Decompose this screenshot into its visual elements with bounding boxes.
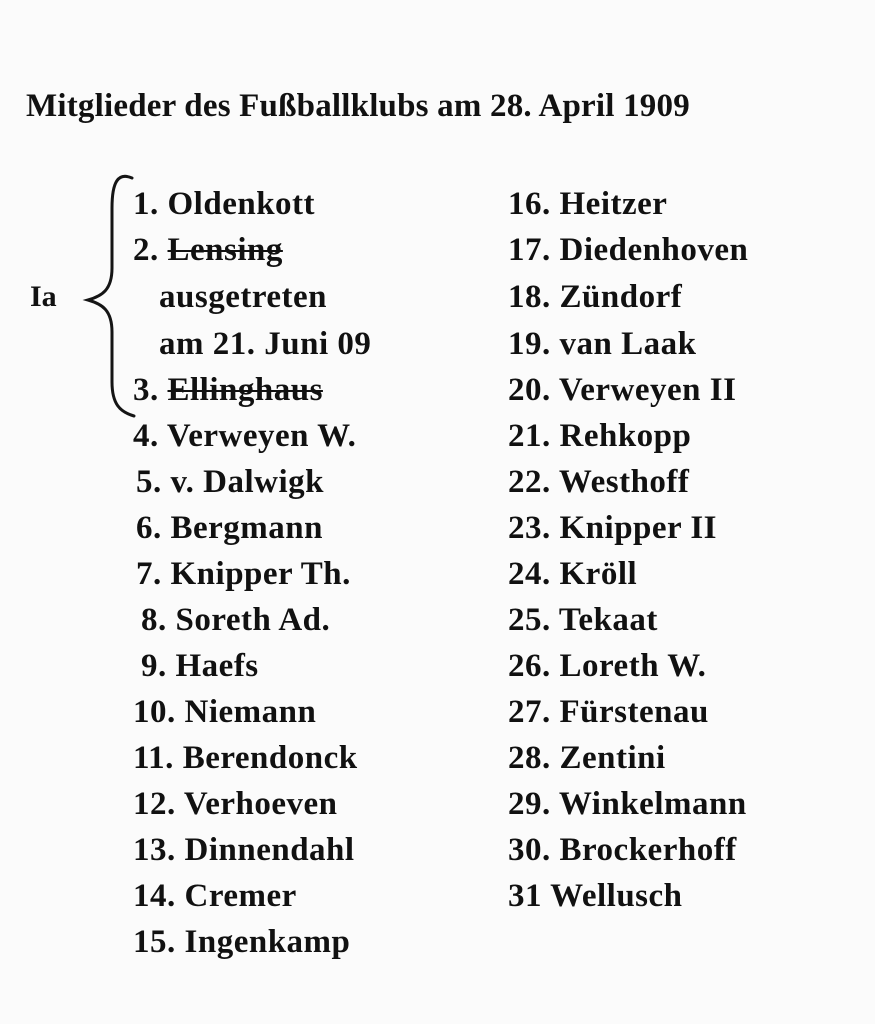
item-number: 29. <box>508 786 551 822</box>
list-item <box>508 462 689 502</box>
list-item <box>141 646 259 686</box>
item-number: 3. <box>133 372 159 408</box>
item-number: 15. <box>133 924 176 960</box>
item-number: 2. <box>133 232 159 268</box>
list-item <box>508 784 747 824</box>
item-number: 8. <box>141 602 167 638</box>
member-name: Verhoeven <box>183 786 338 822</box>
list-item <box>133 784 338 824</box>
note-text: ausgetreten <box>159 279 328 315</box>
list-item <box>133 184 315 224</box>
list-item <box>508 692 709 732</box>
item-number: 9. <box>141 648 167 684</box>
member-name: Bergmann <box>170 510 323 546</box>
note-line <box>159 277 327 317</box>
member-name: v. Dalwigk <box>170 464 325 500</box>
item-number: 23. <box>508 510 551 546</box>
member-name: Heitzer <box>559 186 668 222</box>
member-name: Verweyen II <box>558 372 737 408</box>
list-item <box>508 324 696 364</box>
list-item <box>133 370 323 410</box>
item-number: 21. <box>508 418 551 454</box>
member-name: Niemann <box>184 694 317 730</box>
member-name: Berendonck <box>182 740 358 776</box>
member-name: Knipper II <box>559 510 718 546</box>
member-name: Haefs <box>175 648 259 684</box>
group-label: Ia <box>30 280 57 313</box>
list-item <box>508 277 682 317</box>
item-number: 17. <box>508 232 551 268</box>
page-title: Mitglieder des Fußballklubs am 28. April 1909 <box>26 88 690 124</box>
list-item <box>133 230 283 270</box>
member-name: Fürstenau <box>559 694 709 730</box>
item-number: 4. <box>133 418 159 454</box>
member-name: Tekaat <box>558 602 658 638</box>
list-item <box>508 184 667 224</box>
member-name: Wellusch <box>550 878 683 914</box>
item-number: 27. <box>508 694 551 730</box>
item-number: 18. <box>508 279 551 315</box>
list-item <box>508 646 706 686</box>
note-text: am 21. Juni 09 <box>159 326 372 362</box>
list-item <box>508 508 717 548</box>
note-line <box>159 324 371 364</box>
list-item <box>141 600 330 640</box>
item-number: 5. <box>136 464 162 500</box>
member-name: Zentini <box>559 740 666 776</box>
item-number: 19. <box>508 326 551 362</box>
item-number: 26. <box>508 648 551 684</box>
list-item <box>508 370 736 410</box>
list-item <box>133 692 316 732</box>
member-name: Cremer <box>184 878 297 914</box>
item-number: 25. <box>508 602 551 638</box>
member-name: Dinnendahl <box>184 832 355 868</box>
list-item <box>508 876 683 916</box>
list-item <box>133 876 297 916</box>
member-name-struck: Ellinghaus <box>167 372 323 408</box>
list-item <box>133 830 355 870</box>
list-item <box>508 600 658 640</box>
member-name: Loreth W. <box>559 648 707 684</box>
item-number: 30. <box>508 832 551 868</box>
member-name: Rehkopp <box>559 418 692 454</box>
item-number: 16. <box>508 186 551 222</box>
item-number: 1. <box>133 186 159 222</box>
list-item <box>136 554 351 594</box>
member-name: Oldenkott <box>167 186 316 222</box>
member-name: Kröll <box>559 556 638 592</box>
member-name: van Laak <box>559 326 697 362</box>
list-item <box>508 830 737 870</box>
member-name: Diedenhoven <box>559 232 749 268</box>
list-item <box>133 922 350 962</box>
member-name: Westhoff <box>558 464 690 500</box>
curly-brace-icon <box>80 168 140 428</box>
item-number: 6. <box>136 510 162 546</box>
member-name: Zündorf <box>559 279 683 315</box>
list-item <box>508 554 637 594</box>
list-item <box>508 738 666 778</box>
member-name: Soreth Ad. <box>175 602 331 638</box>
member-name: Verweyen W. <box>166 418 357 454</box>
member-name: Ingenkamp <box>184 924 351 960</box>
list-item <box>508 230 748 270</box>
member-name: Brockerhoff <box>559 832 737 868</box>
item-number: 20. <box>508 372 551 408</box>
item-number: 22. <box>508 464 551 500</box>
list-item <box>508 416 691 456</box>
item-number: 14. <box>133 878 176 914</box>
item-number: 13. <box>133 832 176 868</box>
item-number: 31 <box>508 878 542 914</box>
list-item <box>133 416 356 456</box>
member-name: Winkelmann <box>558 786 747 822</box>
item-number: 11. <box>133 740 174 776</box>
item-number: 12. <box>133 786 176 822</box>
list-item <box>136 508 323 548</box>
item-number: 28. <box>508 740 551 776</box>
list-item <box>133 738 358 778</box>
item-number: 10. <box>133 694 176 730</box>
item-number: 7. <box>136 556 162 592</box>
item-number: 24. <box>508 556 551 592</box>
member-name: Knipper Th. <box>170 556 351 592</box>
member-name-struck: Lensing <box>167 232 283 268</box>
list-item <box>136 462 324 502</box>
